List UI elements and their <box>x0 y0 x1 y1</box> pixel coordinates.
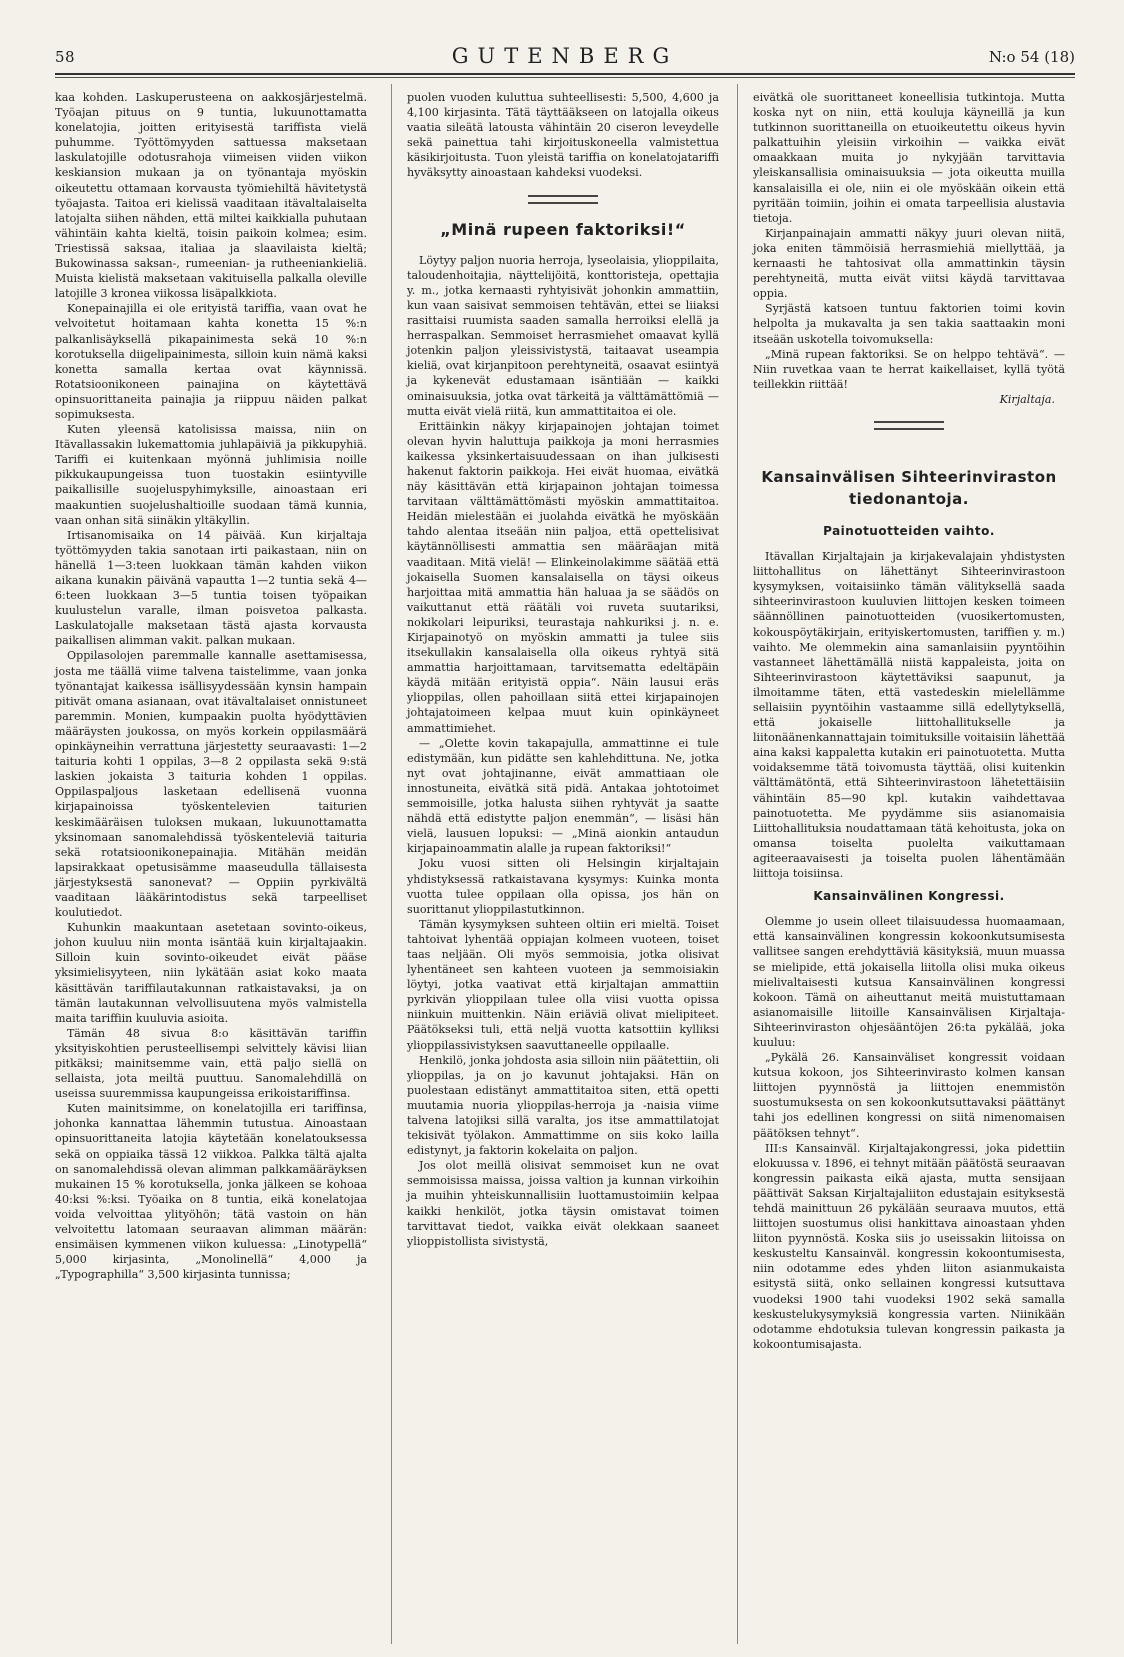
paragraph: Kuten yleensä katolisissa maissa, niin on Itävallassakin lukemattomia juhlapäiviä ja pikkupyhiä. Tariffi ei kuitenkaan myönnä juhlimisia noille pikkukaupungeissa tuon tuostakin esiintyville paikallisille suojeluspyhimyksille, ainoastaan eri maakuntien suojelushaltioille suodaan tämä kunnia, vaan onhan sitä siinäkin yltäkyllin. <box>55 423 367 527</box>
paragraph: Konepainajilla ei ole erityistä tariffia, vaan ovat he velvoitetut hoitamaan kahta konetta 15 %:n palkanlisäyksellä pikapainimesta sekä 10 %:n korotuksella diigelipainimesta, silloin kuin nämä kaksi konetta samalla kertaa ovat käynnissä. Rotatsioonikoneen painajina on käytettävä opinsuorittaneita painajia ja riippuu näiden palkat sopimuksesta. <box>55 302 367 421</box>
column-2 <box>407 90 719 1249</box>
paragraph: eivätkä ole suorittaneet koneellisia tutkintoja. Mutta koska nyt on niin, että kouluja käyneillä ja kun tutkinnon suorittaneilla on etuoikeutettu oikeus hyvin palkattuihin yleisiin virkoihin — vaikka eivät omaakkaan muita jo nykyjään tarvittavia yleiskansallisia ominaisuuksia — jota oikeutta muilla kansalaisilla ei ole, niin ei ole myöskään oikein että pyritään toimiin, joihin ei omata tarpeellisia alustavia tietoja. <box>753 91 1065 225</box>
column-3 <box>753 90 1065 1352</box>
paragraph: Olemme jo usein olleet tilaisuudessa huomaamaan, että kansainvälinen kongressin kokoonkutsumisesta vallitsee sangen erehdyttäviä käsityksiä, muun muassa se mielipide, että jokaisella liitolla olisi muka oikeus mielivaltaisesti kutsua Kansainvälinen kongressi kokoon. Tämä on aiheuttanut meitä muistuttamaan asianomaisille liitoille Kansainvälisen Kirjaltaja-Sihteerinviraston ohjesääntöjen 26:ta pykälää, joka kuuluu: <box>753 915 1065 1049</box>
paragraph: „Minä rupean faktoriksi. Se on helppo tehtävä“. — Niin ruvetkaa vaan te herrat kaikellaiset, kyllä työtä teillekkin riittää! <box>753 347 1065 391</box>
article-heading: Kansainvälisen Sihteerinviraston tiedonantoja. <box>761 467 1057 508</box>
paragraph: Syrjästä katsoen tuntuu faktorien toimi kovin helpolta ja mukavalta ja sen takia saattaakin moni itseään uskotella toivomuksella: <box>753 302 1065 346</box>
paragraph: Henkilö, jonka johdosta asia silloin niin päätettiin, oli ylioppilas, ja on jo kavunut johtajaksi. Hän on puolestaan edistänyt ammattitaitoa siten, että opetti muutamia nuoria ylioppilas-herroja ja -naisia viime talvena latojiksi sillä varalta, jos itse ammattilatojat tekisivät työlakon. Ammattimme on siis koko lailla edistynyt, ja faktorin kokelaita on paljon. <box>407 1053 719 1158</box>
article-heading: „Minä rupeen faktoriksi!“ <box>440 219 686 239</box>
header-rule <box>55 73 1075 75</box>
header-rule-thin <box>55 77 1075 78</box>
subheading: Kansainvälinen Kongressi. <box>813 889 1005 904</box>
paragraph: Erittäinkin näkyy kirjapainojen johtajan toimet olevan hyvin haluttuja paikkoja ja moni herrasmies kaikessa yksinkertaisuudessaan on ihan julkisesti hakenut faktorin paikkoja. Hei eivät huomaa, eivätkä näy käsittävän että kirjapainon johtajan toimessa tarvitaan välttämättömästi myöskin ammattitaitoa. Heidän mielestään ei juolahda eivätkä he myöskään tahdo alentaa itseään niin paljoa, että opettelisivat käytännöllisesti ammattia sen määräajan mitä vaaditaan. Mitä vielä! — Elinkeinolakimme säätää että jokaisella Suomen kansalaisella on täysi oikeus harjoittaa mitä ammattia hän haluaa ja se säädös on vaikuttanut että räätäli voi ruveta suutariksi, nokikolari leipuriksi, teurastaja nahkuriksi j. n. e. Kirjapainotyö on myöskin ammatti ja tulee siis itsekullakin kansalaisella olla oikeus ryhtyä sitä ammattia harjoittamaan, tarvitsematta edeltäpäin käydä mitään erityistä oppia“. Näin lausui eräs ylioppilas, ollen pahoillaan siitä ettei kirjapainojen johtajatoimeen kelpaa muut kuin opinkäyneet ammattimiehet. <box>407 419 719 735</box>
paragraph: — „Olette kovin takapajulla, ammattinne ei tule edistymään, kun pidätte sen kahlehdittuna. Ne, jotka nyt ovat johtajinanne, eivät ammattiaan ole innostuneita, eivätkä sitä pidä. Antakaa johtotoimet semmoisille, jotka halusta siihen ryhtyvät ja saatte nähdä että edistytte paljon enemmän“, — lisäsi hän vielä, lausuen lopuksi: — „Minä aionkin antaudun kirjapainoammatin alalle ja rupean faktoriksi!“ <box>407 736 719 856</box>
paragraph: kaa kohden. Laskuperusteena on aakkosjärjestelmä. Työajan pituus on 9 tuntia, lukuunottamatta konelatojia, joitten erityisestä tariffista vielä puhumme. Työttömyyden sattuessa maksetaan laskulatojille odotusrahoja viimeisen viiden viikon keskiansion mukaan ja on työnantaja myöskin oikeutettu ottamaan korvausta työmiehiltä hävitetystä työajasta. Taitoa eri kielissä vaaditaan itävaltalaiselta latojalta siihen nähden, että miltei kaikkialla puhutaan vähintäin kahta kieltä, toisin paikoin kolmea; esim. Triestissä saksaa, italiaa ja slaavilaista kieltä; Bukowinassa saksan-, rumeenian- ja rutheeniankieliä. Muista kielistä maksetaan vakituisella palkalla oleville latojille 3 kronea viikossa lisäpalkkiota. <box>55 91 367 301</box>
paragraph: Kirjanpainajain ammatti näkyy juuri olevan niitä, joka eniten tämmöisiä herrasmiehiä miellyttää, ja kernaasti he tahtosivat olla ammattinkin täysin perehtyneitä, mutta eivät viitsi käydä tarvittavaa oppia. <box>753 226 1065 301</box>
column-divider <box>391 84 392 1644</box>
paragraph: puolen vuoden kuluttua suhteellisesti: 5,500, 4,600 ja 4,100 kirjasinta. Tätä täyttääkseen on latojalla oikeus vaatia sileätä latousta vähintäin 20 ciseron leveydelle sekä painettua tahi kirjoituskoneella valmistettua käsikirjoitusta. Tuon yleistä tariffia on konelatojatariffi hyväksytty ainoastaan kahdeksi vuodeksi. <box>407 91 719 180</box>
issue-number: N:o 54 (18) <box>988 48 1075 66</box>
column-1 <box>55 90 367 1282</box>
signature: Kirjaltaja. <box>999 392 1055 406</box>
paragraph: III:s Kansainväl. Kirjaltajakongressi, joka pidettiin elokuussa v. 1896, ei tehnyt mitään päätöstä seuraavan kongressin paikasta eikä ajasta, mutta sensijaan päättivät Saksan Kirjaltajaliiton edustajain esityksestä tehdä mainittuun 26 pykälään seuraava muutos, että liittojen suostumus olisi hankittava ainoastaan yhden liiton pyynnöstä. Koska siis jo useissakin liitoissa on keskusteltu Kansainväl. kongressin kokoontumisesta, niin odotamme edes yhden liiton asianmukaista esitystä siitä, onko sellainen kongressi kutsuttava vuodeksi 1900 tahi vuodeksi 1902 sekä samalla keskustelukysymyksiä kongressia varten. Niinikään odotamme ehdotuksia tulevan kongressin paikasta ja kokoontumisajasta. <box>753 1141 1065 1351</box>
section-divider <box>528 195 598 204</box>
page-number: 58 <box>55 48 76 66</box>
column-divider <box>737 84 738 1644</box>
paragraph: Kuhunkin maakuntaan asetetaan sovinto-oikeus, johon kuuluu niin monta isäntää kuin kirjaltajaakin. Silloin kuin sovinto-oikeudet eivät pääse yksimielisyyteen, niin lykätään asiat koko maata käsittävän tariffilautakunnan ratkaistavaksi, ja on tämän lautakunnan velvollisuutena myös valmistella maita tariffiin kuuluvia asioita. <box>55 921 367 1025</box>
paragraph: Itävallan Kirjaltajain ja kirjakevalajain yhdistysten liittohallitus on lähettänyt Sihteerinvirastoon kysymyksen, voitaisiinko tämän välityksellä saada sihteerinvirastoon kuuluvien liittojen kesken toimeen säännöllinen painotuotteiden (vuosikertomusten, kokouspöytäkirjain, erityiskertomusten, tariffien y. m.) vaihto. Me olemmekin aina samanlaisiin pyyntöihin vastanneet lähettämällä niistä kappaleista, joita on Sihteerinvirastoon käytettäviksi saapunut, ja ilmoitamme täten, että vastedeskin mielellämme sellaisiin pyyntöihin vastaamme sillä edellytyksellä, että jokaiselle liittohallitukselle ja liitonäänenkannattajain toimituksille voitaisiin lähettää aina kaksi kappaletta kutakin eri painotuotetta. Mutta voidaksemme tätä toivomusta täyttää, olisi kuitenkin välttämätöntä, että Sihteerinvirastoon lähetettäisiin vähintäin 85—90 kpl. kutakin vaihdettavaa painotuotetta. Me pyydämme siis asianomaisia Liittohallituksia noudattamaan tätä kehoitusta, joka on omansa toiselta puolelta vaikuttamaan agiteeraavaisesti ja toiselta puolen lähentämään liittoja toisiinsa. <box>753 550 1065 881</box>
paragraph: Tämän kysymyksen suhteen oltiin eri mieltä. Toiset tahtoivat lyhentää oppiajan kolmeen vuoteen, toiset taas neljään. Oli myös semmoisia, jotka olisivat lyhentäneet sen kahteen vuoteen ja semmoisiakin löytyi, jotka vaativat että kirjaltajan ammattiin pyrkivän ylioppilaan tulee olla viisi vuotta opissa niinkuin muittenkin. Näin eriäviä olivat mielipiteet. Päätökseksi tuli, että neljä vuotta katsottiin kylliksi ylioppilassivistyksen saavuttaneelle oppilaalle. <box>407 917 719 1052</box>
subheading: Painotuotteiden vaihto. <box>823 523 995 538</box>
paragraph: Irtisanomisaika on 14 päivää. Kun kirjaltaja työttömyyden takia sanotaan irti paikastaan, niin on hänellä 1—3:teen luokkaan tämän kahden viikon aikana kunakin päivänä vapautta 1—2 tuntia sekä 4—6:teen luokkaan 3—5 tuntia toisen työpaikan kuulustelun varalle, ilman poisvetoa palkasta. Laskulatojalle maksetaan tästä ajasta korvausta paikallisen alimman vakit. palkan mukaan. <box>55 528 367 648</box>
page-header <box>55 44 1075 70</box>
section-divider <box>874 421 944 430</box>
paragraph: Kuten mainitsimme, on konelatojilla eri tariffinsa, johonka kannattaa lähemmin tutustua. Ainoastaan opinsuorittaneita latojia käytetään konelatouksessa sekä on oppiaika tässä 12 viikkoa. Palkka tältä ajalta on sanomalehdissä olevan alimman palkkamääräyksen mukainen 15 % korotuksella, jonka jälkeen se kohoaa 40:ksi %:ksi. Työaika on 8 tuntia, eikä konelatojaa voida velvoittaa ylityöhön; tätä vastoin on hän velvoitettu latomaan seuraavan alimman määrän: ensimäisen kymmenen viikon kuluessa: „Linotypellä“ 5,000 kirjasinta, „Monolinellä“ 4,000 ja „Typographilla“ 3,500 kirjasinta tunnissa; <box>55 1102 367 1282</box>
paragraph: Jos olot meillä olisivat semmoiset kun ne ovat semmoisissa maissa, joissa valtion ja kunnan virkoihin ja muihin yhteiskunnallisiin luottamustoimiin kelpaa kaikki henkilöt, jotka täysin omistavat toimen tarvittavat tiedot, vaikka eivät olekkaan saaneet ylioppistollista sivistystä, <box>407 1159 719 1248</box>
paragraph: Tämän 48 sivua 8:o käsittävän tariffin yksityiskohtien perusteellisempi selvittely kävisi liian pitkäksi; mainitsemme vain, että paljo siellä on sellaista, jota meiltä puuttuu. Sanomalehdillä on useissa suuremmissa kaupungeissa erikoistariffinsa. <box>55 1026 367 1101</box>
masthead-title: GUTENBERG <box>451 44 679 68</box>
paragraph: Joku vuosi sitten oli Helsingin kirjaltajain yhdistyksessä ratkaistavana kysymys: Kuinka monta vuotta tulee oppilaan olla opissa, jos hän on suorittanut ylioppilastutkinnon. <box>407 857 719 916</box>
paragraph: Oppilasolojen paremmalle kannalle asettamisessa, josta me täällä viime talvena taistelimme, vaan jonka työnantajat kaikessa isällisyydessään kynsin hampain pitivät omana asianaan, ovat itävaltalaiset onnistuneet paremmin. Monien, kumpaakin puolta hyödyttävien määräysten joukossa, on myös korkein oppilasmäärä opinkäyneihin verrattuna järjestetty seuraavasti: 1—2 taituria kohti 1 oppilas, 3—8 2 oppilasta sekä 9:stä laskien jokaista 3 taituria kohden 1 oppilas. Oppilaspaljous lasketaan edellisenä vuonna kirjapainoissa työskentelevien taiturien keskimääräisen tuloksen mukaan, lukuunottamatta yksinomaan sanomalehdissä työskenteleviä taituria sekä rotatsioonikonepainajia. Mitähän meidän lapsirakkaat opetusisämme maaseudulla tällaisesta järjestyksestä sanonevat? — Oppiin pyrkivältä vaaditaan lääkärintodistus sekä tarpeelliset koulutiedot. <box>55 649 367 920</box>
paragraph: Löytyy paljon nuoria herroja, lyseolaisia, ylioppilaita, taloudenhoitajia, näyttelijöitä, konttoristeja, opettajia y. m., jotka kernaasti ryhtyisivät johonkin ammattiin, kun vaan saisivat semmoisen tehtävän, ettei se liiaksi rasittaisi ruumista saaden samalla herroiksi elellä ja herraspalkan. Semmoiset herrasmiehet omaavat kyllä jotenkin paljon yleissivistystä, taitaavat useampia kieliä, ovat kirjanpitoon perehtyneitä, osaavat esiintyä ja kykenevät edustamaan isäntiään — kaikki ominaisuuksia, jotka ovat tärkeitä ja välttämättömiä — mutta eivät vielä riitä, kun ammattitaitoa ei ole. <box>407 253 719 418</box>
paragraph: „Pykälä 26. Kansainväliset kongressit voidaan kutsua kokoon, jos Sihteerinvirasto kolmen kansan liittojen pyynnöstä ja liittojen enemmistön suostumuksesta on sen kokoonkutsuttavaksi päättänyt tahi jos edellinen kongressi on siitä nimenomaisen päätöksen tehnyt“. <box>753 1051 1065 1140</box>
